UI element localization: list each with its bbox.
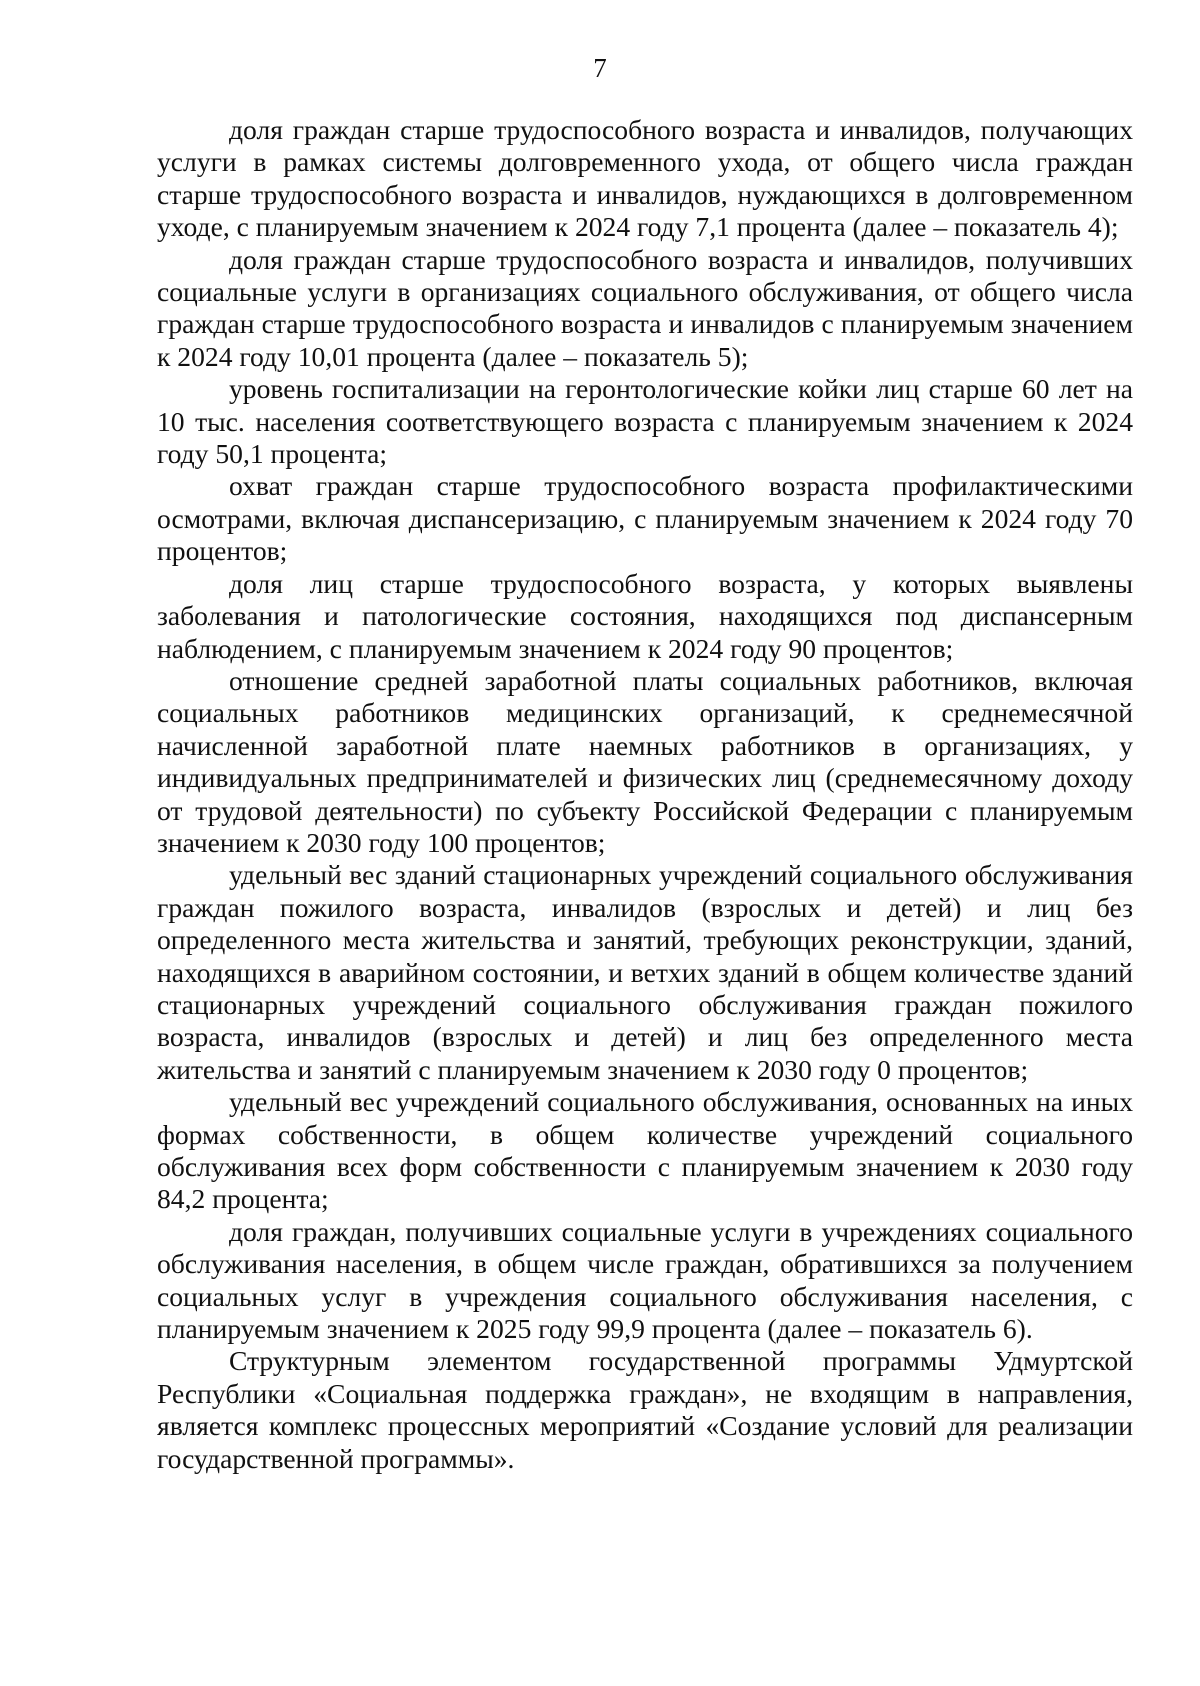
document-body [157,114,1133,1475]
paragraph-indicator-5: доля граждан старше трудоспособного возраста и инвалидов, получивших социальные услуги в организациях социального обслуживания, от общего числа граждан старше трудоспособного возраста и инвалидов с планируемым значением к 2024 году 10,01 процента (далее – показатель 5); [157,243,1133,372]
page-number: 7 [593,53,607,83]
paragraph-salary-ratio: отношение средней заработной платы социальных работников, включая социальных работников медицинских организаций, к среднемесячной начисленной заработной плате наемных работников в организациях, у индивидуальных предпринимателей и физических лиц (среднемесячному доходу от трудовой деятельности) по субъекту Российской Федерации с планируемым значением к 2030 году 100 процентов; [157,664,1133,858]
paragraph-structural-element: Структурным элементом государственной программы Удмуртской Республики «Социальная поддержка граждан», не входящим в направления, является комплекс процессных мероприятий «Создание условий для реализации государственной программы». [157,1345,1133,1474]
paragraph-ownership-share: удельный вес учреждений социального обслуживания, основанных на иных формах собственности, в общем количестве учреждений социального обслуживания всех форм собственности с планируемым значением к 2030 году 84,2 процента; [157,1086,1133,1215]
paragraph-indicator-6: доля граждан, получивших социальные услуги в учреждениях социального обслуживания населения, в общем числе граждан, обратившихся за получением социальных услуг в учреждения социального обслуживания населения, с планируемым значением к 2025 году 99,9 процента (далее – показатель 6). [157,1215,1133,1345]
paragraph-dispensary-observation: доля лиц старше трудоспособного возраста, у которых выявлены заболевания и патологические состояния, находящихся под диспансерным наблюдением, с планируемым значением к 2024 году 90 процентов; [157,567,1133,664]
paragraph-indicator-4: доля граждан старше трудоспособного возраста и инвалидов, получающих услуги в рамках системы долговременного ухода, от общего числа граждан старше трудоспособного возраста и инвалидов, нуждающихся в долговременном уходе, с планируемым значением к 2024 году 7,1 процента (далее – показатель 4); [157,114,1133,243]
paragraph-hospitalization-level: уровень госпитализации на геронтологические койки лиц старше 60 лет на 10 тыс. населения соответствующего возраста с планируемым значением к 2024 году 50,1 процента; [157,373,1133,470]
paragraph-preventive-checkups: охват граждан старше трудоспособного возраста профилактическими осмотрами, включая диспансеризацию, с планируемым значением к 2024 году 70 процентов; [157,470,1133,567]
paragraph-buildings-share: удельный вес зданий стационарных учреждений социального обслуживания граждан пожилого возраста, инвалидов (взрослых и детей) и лиц без определенного места жительства и занятий, требующих реконструкции, зданий, находящихся в аварийном состоянии, и ветхих зданий в общем количестве зданий стационарных учреждений социального обслуживания граждан пожилого возраста, инвалидов (взрослых и детей) и лиц без определенного места жительства и занятий с планируемым значением к 2030 году 0 процентов; [157,859,1133,1085]
